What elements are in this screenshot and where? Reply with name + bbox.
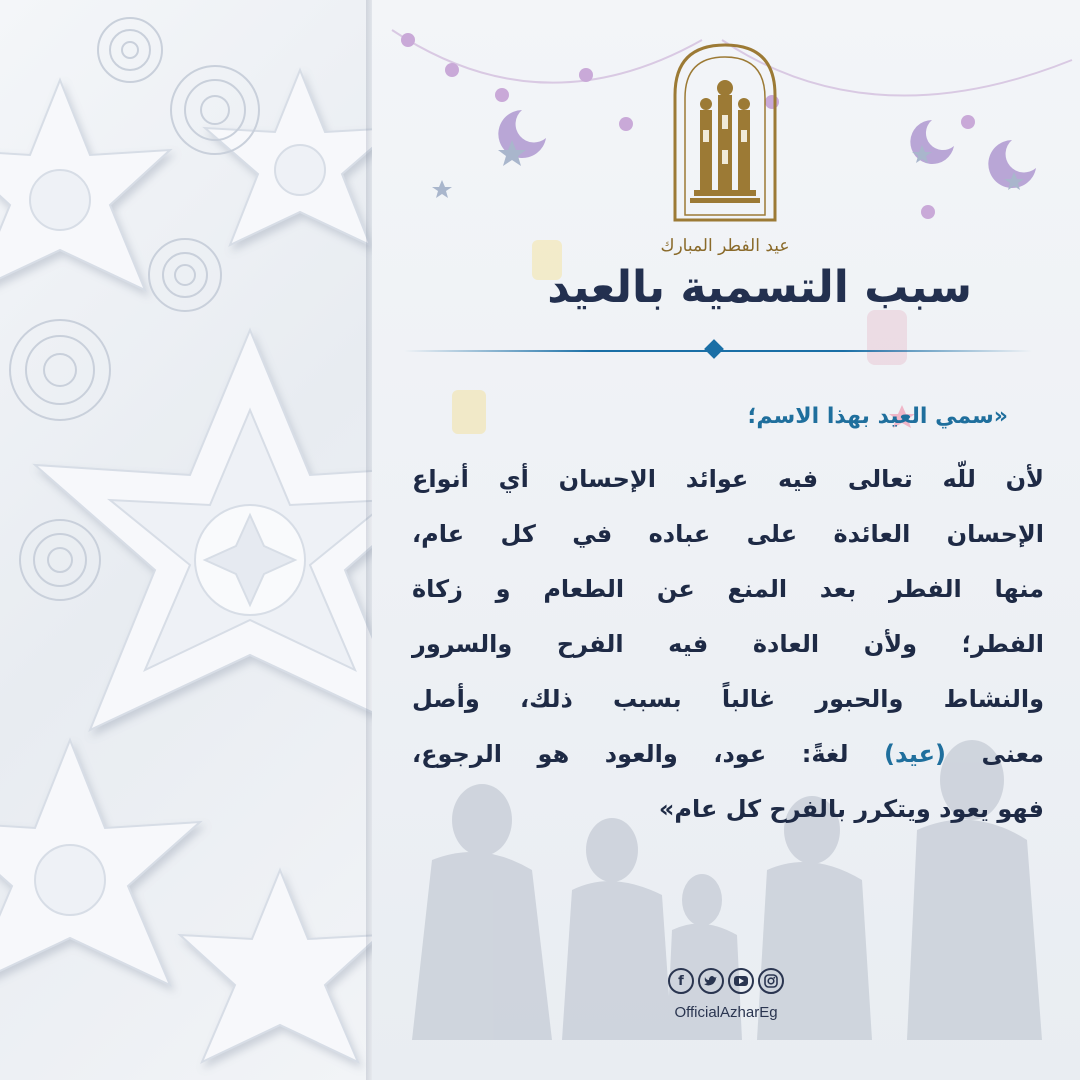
body-line-start: معنى [981,740,1044,768]
body-line: منها الفطر بعد المنع عن الطعام و زكاة [412,575,1044,603]
decorative-pattern-panel [0,0,372,1080]
logo-caption: عيد الفطر المبارك [660,236,790,256]
youtube-icon[interactable] [728,968,754,994]
body-paragraph [412,452,1044,837]
facebook-icon[interactable]: f [668,968,694,994]
azhar-emblem [660,40,790,256]
body-line: لأن للّه تعالى فيه عوائد الإحسان أي أنواع [412,465,1044,493]
content-panel [372,0,1080,1080]
social-icons [656,968,796,998]
body-line: الفطر؛ ولأن العادة فيه الفرح والسرور [412,630,1044,658]
highlighted-word: (عيد) [883,740,946,768]
body-line: الإحسان العائدة على عباده في كل عام، [412,520,1044,548]
azhar-minaret-emblem-icon [660,40,790,230]
body-line-end: لغةً: عود، والعود هو الرجوع، [412,740,849,768]
instagram-icon[interactable] [758,968,784,994]
twitter-icon[interactable] [698,968,724,994]
body-line-last: فهو يعود ويتكرر بالفرح كل عام» [658,795,1044,823]
quote-lead: «سمي العيد بهذا الاسم؛ [747,404,1008,429]
social-handle: OfficialAzharEg [674,1004,778,1021]
body-line: والنشاط والحبور غالباً بسبب ذلك، وأصل [412,685,1044,713]
page-title: سبب التسمية بالعيد [547,262,972,313]
islamic-star-pattern [0,0,372,1080]
body-line [412,727,1044,782]
